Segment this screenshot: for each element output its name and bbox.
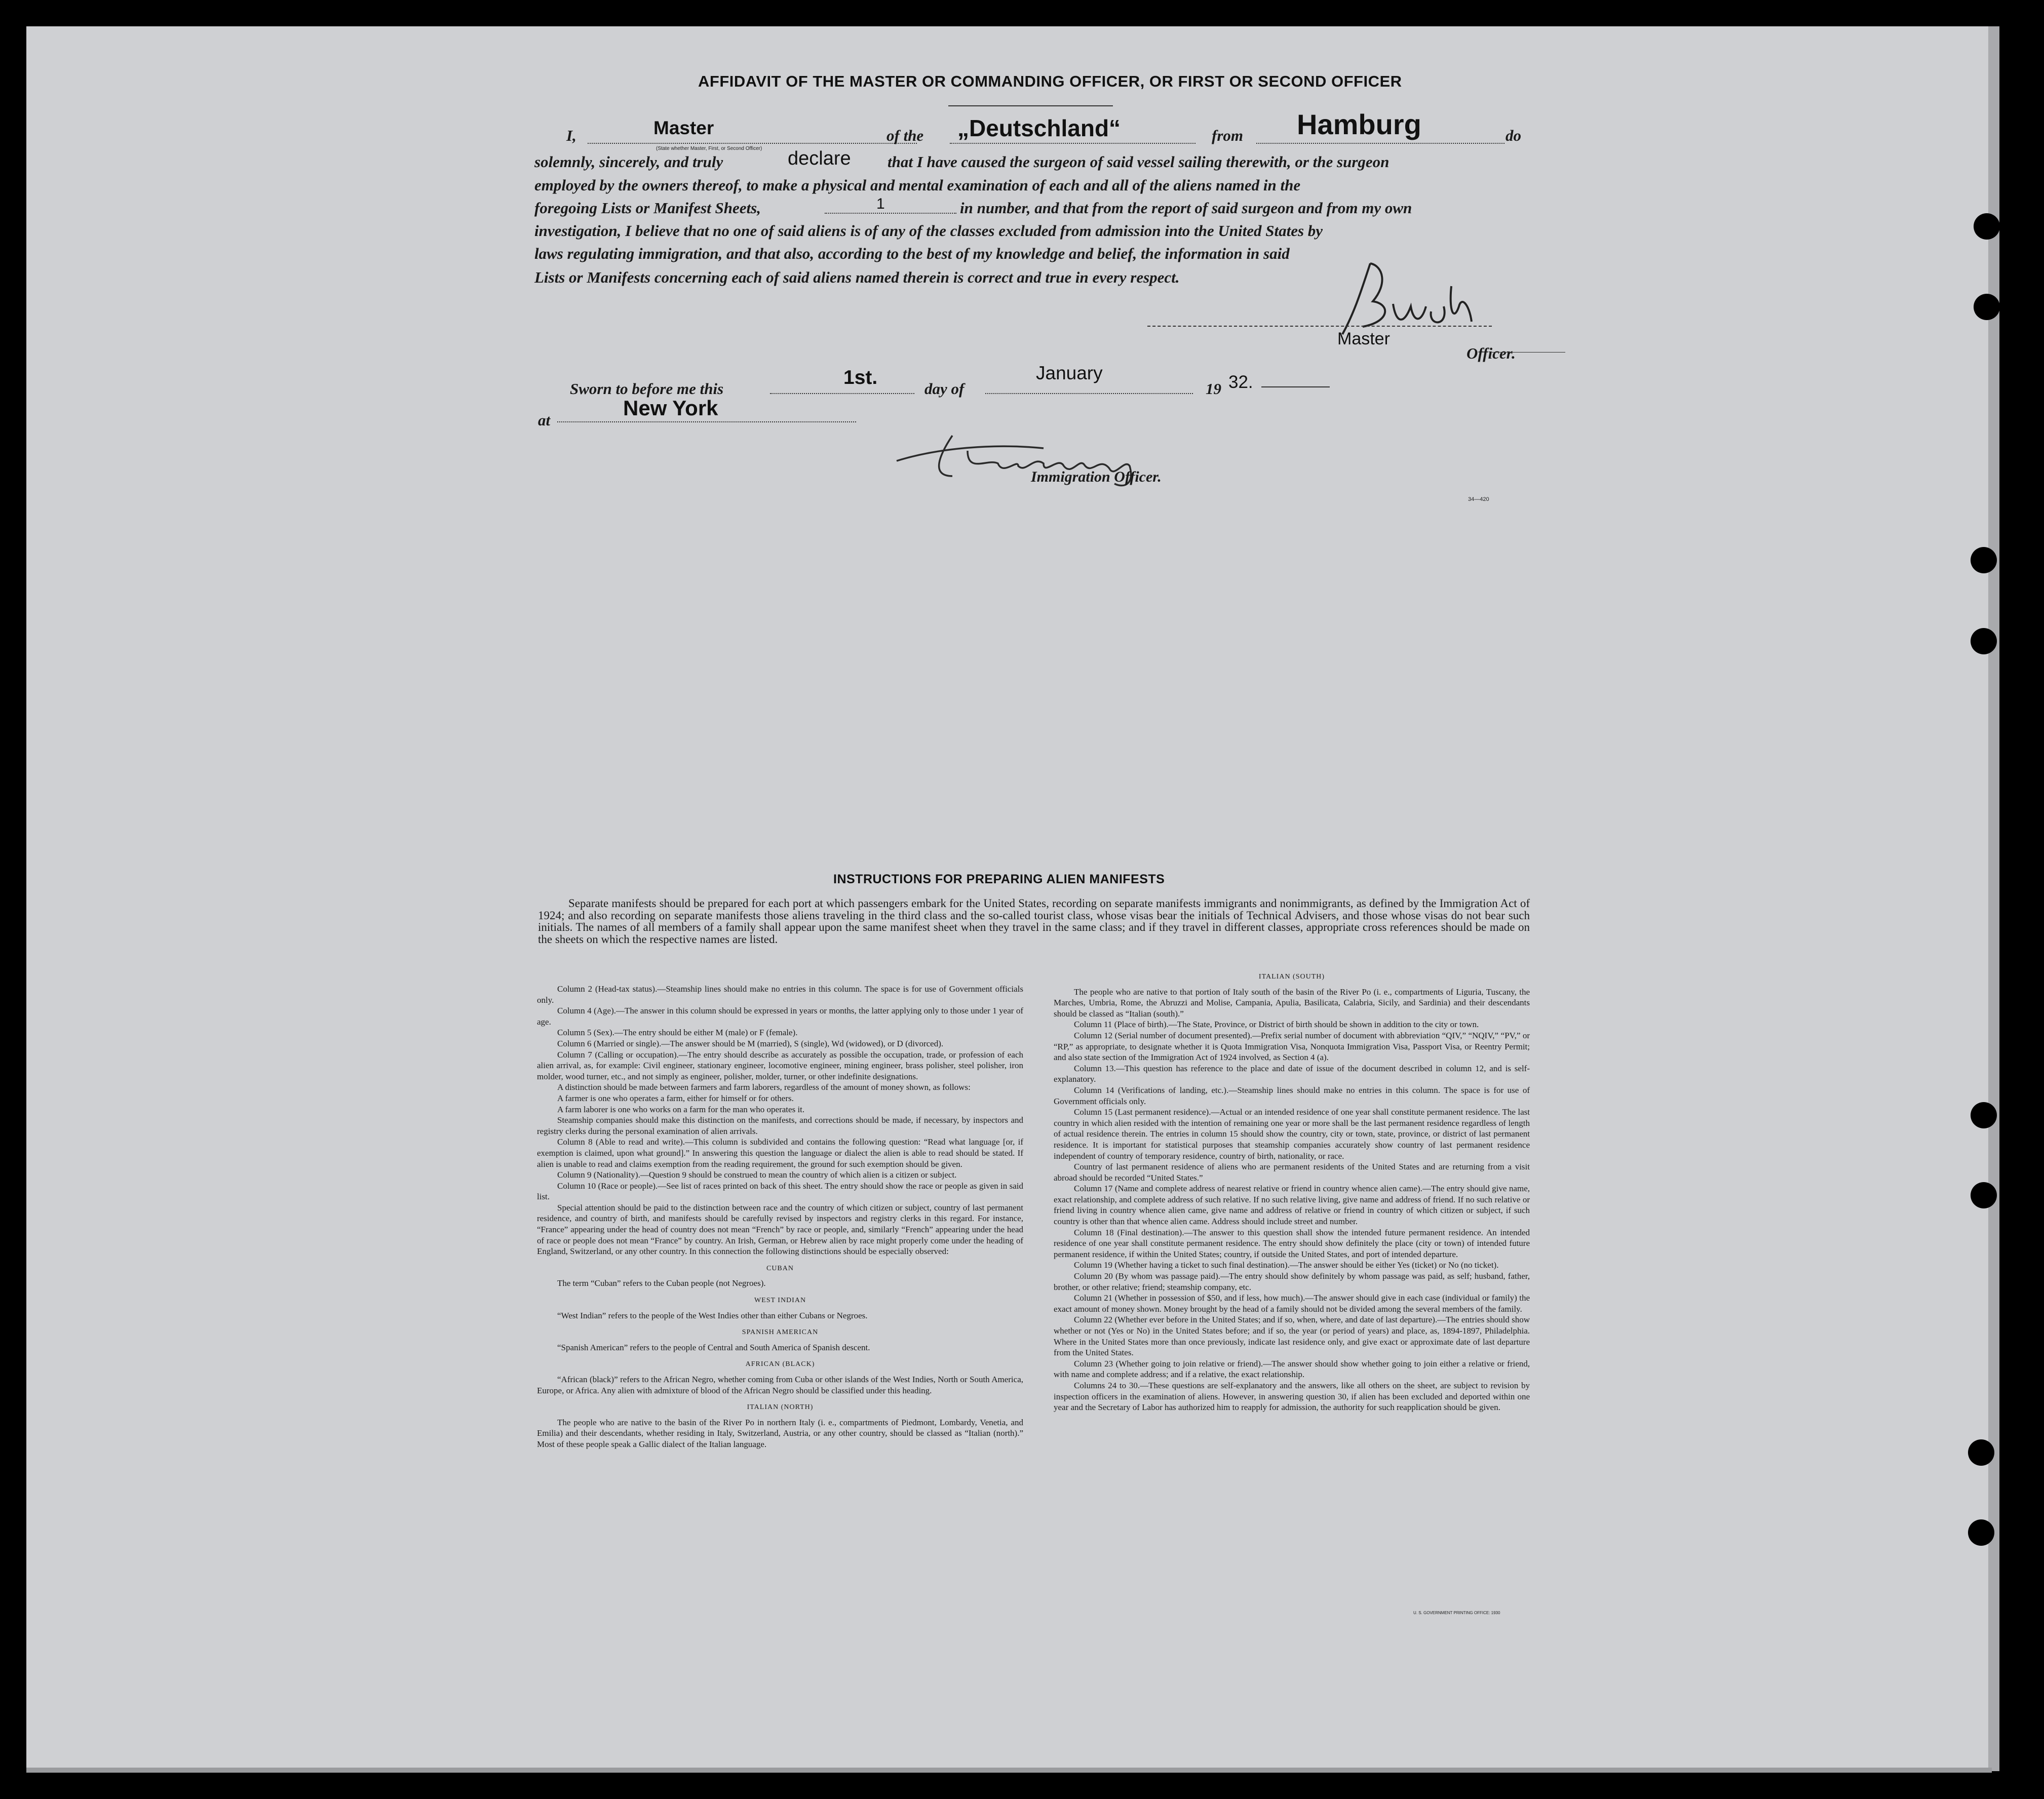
instruction-paragraph: Column 9 (Nationality).—Question 9 should be construed to mean the country of which alien is a citizen or subject.: [557, 1170, 957, 1180]
section-heading: SPANISH AMERICAN: [742, 1328, 819, 1337]
instruction-paragraph: The people who are native to that portion of Italy south of the basin of the River Po (i. e., compartments of Liguria, Tuscany, the Marches, Umbria, Rome, the Abruzzi and Molise, Campania, Apulia, Basilicata, Calabria, Sicily, and Sardinia) and their descendants should be classed as “Italian (south).”: [1054, 987, 1530, 1019]
instruction-paragraph: A farmer is one who operates a farm, either for himself or for others.: [557, 1093, 794, 1103]
year-field: 32.: [1228, 372, 1253, 392]
instruction-paragraph: The people who are native to the basin of the River Po in northern Italy (i. e., compartments of Piedmont, Lombardy, Venetia, and Emilia) and their descendants, whether residing in Italy, Switzerland, Austria, or any other country, should be classed as “Italian (north).” Most of these people speak a Gallic dialect of the Italian language.: [537, 1417, 1023, 1449]
year-rule: [1261, 386, 1330, 387]
count-field: 1: [876, 195, 885, 212]
form-number: 34—420: [1468, 496, 1489, 502]
instruction-paragraph: Column 20 (By whom was passage paid).—The entry should show definitely by whom passage was paid, as self; husband, father, brother, or other relative; friend; steamship company, etc.: [1054, 1271, 1530, 1292]
affidavit-text: employed by the owners thereof, to make a physical and mental examination of each and all of the aliens named in the: [534, 176, 1301, 194]
page-bottom-edge: [26, 1768, 1992, 1773]
instruction-paragraph: Column 5 (Sex).—The entry should be either M (male) or F (female).: [557, 1028, 798, 1038]
affidavit-text: solemnly, sincerely, and truly: [534, 153, 723, 171]
instruction-paragraph: Column 8 (Able to read and write).—This column is subdivided and contains the following question: “Read what language [or, if exemption is claimed, upon what ground].” In answering this question the language or dialect the alien is able to read should be stated. If alien is unable to read and claims exemption from the reading requirement, the ground for such exemption should be given.: [537, 1137, 1023, 1169]
affidavit-text: that I have caused the surgeon of said vessel sailing therewith, or the surgeon: [888, 153, 1390, 171]
affidavit-text: investigation, I believe that no one of said aliens is of any of the classes excluded from admission into the United States by: [534, 222, 1323, 240]
printing-office-note: U. S. GOVERNMENT PRINTING OFFICE: 1930: [1413, 1611, 1500, 1615]
instruction-paragraph: Columns 24 to 30.—These questions are self-explanatory and the answers, like all others on the sheet, are subject to revision by inspection officers in the examination of aliens. However, in answering question 30, if alien has been excluded and deported within one year and the Secretary of Labor has authorized him to reapply for admission, the authority for such reapplication should be given.: [1054, 1380, 1530, 1413]
instruction-paragraph: Column 11 (Place of birth).—The State, Province, or District of birth should be shown in addition to the city or town.: [1074, 1020, 1479, 1030]
of-the-label: of the: [886, 127, 924, 144]
punch-hole: [1968, 1439, 1994, 1466]
affidavit-title: AFFIDAVIT OF THE MASTER OR COMMANDING OFFICER, OR FIRST OR SECOND OFFICER: [698, 72, 1402, 90]
month-field-line: [985, 393, 1193, 394]
instructions-title: INSTRUCTIONS FOR PREPARING ALIEN MANIFESTS: [833, 872, 1165, 886]
instruction-paragraph: Column 2 (Head-tax status).—Steamship lines should make no entries in this column. The space is for use of Government officials only.: [537, 984, 1023, 1005]
section-heading: WEST INDIAN: [754, 1297, 806, 1305]
instruction-paragraph: Column 21 (Whether in possession of $50, and if less, how much).—The answer should give in each case (individual or family) the exact amount of money shown. Money brought by the head of a family should not be divided among the several members of the family.: [1054, 1293, 1530, 1314]
instruction-paragraph: Column 6 (Married or single).—The answer should be M (married), S (single), Wd (widowed), or D (divorced).: [557, 1038, 944, 1048]
port-field: Hamburg: [1297, 108, 1421, 140]
instruction-paragraph: Column 18 (Final destination).—The answer to this question shall show the intended future permanent residence. An intended residence of one year shall constitute permanent residence. The entry should show definitely the place (city or town) of intended future permanent residence, if within the United States; country, if outside the United States, and port of intended departure.: [1054, 1227, 1530, 1259]
instruction-paragraph: Special attention should be paid to the distinction between race and the country of which citizen or subject, country of last permanent residence, and country of birth, and manifests should be carefully revised by inspectors and registry clerks in this regard. For instance, “France” appearing under the head of country does not mean “French” by race or people, and, similarly “French” appearing under the head of race or people does not mean “France” by country. An Irish, German, or Hebrew alien by race might properly come under the heading of England, Switzerland, or any other country. In this connection the following distinctions should be especially observed:: [537, 1202, 1023, 1257]
instructions-right-column: [1054, 971, 1530, 1413]
intro-text: Separate manifests should be prepared for each port at which passengers embark for the United States, recording on separate manifests immigrants and nonimmigrants, as defined by the Immigration Act of 1924; and also recording on separate manifests those aliens traveling in the third class and the so-called tourist class, whose visas bear the initials of Technical Advisers, and those whose visas do not bear such initials. The names of all members of a family shall appear upon the same manifest sheet when they travel in the same class; and if they travel in different classes, appropriate cross references should be made on the sheets on which the respective names are listed.: [538, 897, 1530, 946]
vessel-field: „Deutschland“: [957, 115, 1121, 141]
vessel-field-line: [950, 143, 1195, 144]
section-heading: AFRICAN (BLACK): [745, 1360, 815, 1368]
instruction-paragraph: Column 10 (Race or people).—See list of races printed on back of this sheet. The entry should show the race or people as given in said list.: [537, 1181, 1023, 1202]
instruction-paragraph: Column 23 (Whether going to join relative or friend).—The answer should show whether going to join either a relative or friend, with name and complete address; and if a relative, the exact relationship.: [1054, 1358, 1530, 1380]
rank-field: Master: [653, 118, 714, 138]
punch-hole: [1974, 294, 2000, 320]
punch-hole: [1971, 628, 1997, 654]
month-field: January: [1036, 363, 1103, 383]
punch-hole: [1974, 213, 2000, 240]
signer-rank: Master: [1337, 329, 1390, 348]
page-edge: [1988, 26, 1999, 1771]
instruction-paragraph: A distinction should be made between farmers and farm laborers, regardless of the amount of money shown, as follows:: [557, 1082, 971, 1092]
affidavit-text: foregoing Lists or Manifest Sheets,: [534, 199, 761, 217]
place-field: New York: [623, 396, 718, 420]
section-heading: ITALIAN (NORTH): [747, 1403, 814, 1412]
instruction-paragraph: Column 17 (Name and complete address of nearest relative or friend in country whence alien came).—The entry should give name, exact relationship, and complete address of such relative. If no such relative living, give name and address of friend. If no such relative or friend living in country whence alien came, give name and address of relative or friend in country of which citizen or subject, if such country is other than that whence alien came. Address should include street and number.: [1054, 1184, 1530, 1227]
instruction-paragraph: Column 13.—This question has reference to the place and date of issue of the document described in column 12, and is self-explanatory.: [1054, 1063, 1530, 1084]
affidavit-text: Lists or Manifests concerning each of said aliens named therein is correct and true in every respect.: [534, 268, 1180, 286]
count-field-line: [825, 213, 956, 214]
year-prefix: 19: [1206, 380, 1221, 398]
instructions-intro: [538, 897, 1530, 945]
place-field-line: [557, 421, 856, 422]
affidavit-text: laws regulating immigration, and that also, according to the best of my knowledge and belief, the information in said: [534, 245, 1290, 262]
instruction-paragraph: Column 22 (Whether ever before in the United States; and if so, when, where, and date of last departure).—The entries should show whether or not (Yes or No) in the United States before; and if so, the year (or period of years) and place, as, 1894-1897, Philadelphia. Where in the United States more than once previously, indicate last residence only, and give exact or approximate date of last departure from the United States.: [1054, 1315, 1530, 1358]
instruction-paragraph: Column 19 (Whether having a ticket to such final destination).—The answer should be either Yes (ticket) or No (no ticket).: [1074, 1260, 1499, 1270]
port-field-line: [1256, 143, 1505, 144]
section-heading: CUBAN: [766, 1264, 794, 1272]
instruction-paragraph: “Spanish American” refers to the people of Central and South America of Spanish descent.: [557, 1342, 870, 1352]
instruction-paragraph: Steamship companies should make this distinction on the manifests, and corrections should be made, if necessary, by inspectors and registry clerks during the personal examination of alien arrivals.: [537, 1115, 1023, 1136]
instruction-paragraph: Column 12 (Serial number of document presented).—Prefix serial number of document with abbreviation “QIV,” “NQIV,” “PV,” or “RP,” as appropriate, to designate whether it is Quota Immigration Visa, Nonquota Immigration Visa, Passport Visa, or Reentry Permit; and also state section of the Immigration Act of 1924 involved, as Section 4 (a).: [1054, 1030, 1530, 1063]
instruction-paragraph: “West Indian” refers to the people of the West Indies other than either Cubans or Negroes.: [557, 1310, 868, 1320]
title-underline: [948, 105, 1113, 106]
declare-field: declare: [788, 148, 851, 169]
instruction-paragraph: Column 15 (Last permanent residence).—Actual or an intended residence of one year shall constitute permanent residence. The last country in which alien resided with the intention of remaining one year or more shall be the last permanent residence regardless of length of actual residence therein. The entries in column 15 should show the country, city or town, state, province, or district of last permanent residence. It is important for statistical purposes that steamship companies accurately show country of last permanent residence independent of country of temporary residence, country of birth, nationality, or race.: [1054, 1107, 1530, 1161]
instruction-paragraph: A farm laborer is one who works on a farm for the man who operates it.: [557, 1104, 805, 1114]
instruction-paragraph: Column 4 (Age).—The answer in this column should be expressed in years or months, the latter applying only to those under 1 year of age.: [537, 1006, 1023, 1027]
rank-field-line: [588, 143, 917, 144]
punch-hole: [1971, 1182, 1997, 1208]
section-heading: ITALIAN (SOUTH): [1258, 973, 1325, 981]
punch-hole: [1971, 547, 1997, 573]
day-field-line: [770, 393, 914, 394]
instructions-left-column: [537, 984, 1023, 1450]
rank-note: (State whether Master, First, or Second Officer): [656, 146, 762, 151]
punch-hole: [1968, 1519, 1994, 1546]
at-label: at: [538, 411, 551, 429]
instruction-paragraph: Column 14 (Verifications of landing, etc.).—Steamship lines should make no entries in this column. The space is for use of Government officials only.: [1054, 1085, 1530, 1106]
do-label: do: [1506, 127, 1521, 144]
affidavit-text: in number, and that from the report of said surgeon and from my own: [960, 199, 1412, 217]
affidavit-i: I,: [566, 127, 576, 144]
sworn-label: Sworn to before me this: [570, 380, 724, 398]
officer-rule: [1492, 352, 1565, 353]
day-field: 1st.: [843, 367, 878, 388]
instruction-paragraph: “African (black)” refers to the African Negro, whether coming from Cuba or other islands of the West Indies, North or South America, Europe, or Africa. Any alien with admixture of blood of the African Negro should be classified under this heading.: [537, 1375, 1023, 1395]
instruction-paragraph: Country of last permanent residence of aliens who are permanent residents of the United States and are returning from a visit abroad should be recorded “United States.”: [1054, 1162, 1530, 1183]
from-label: from: [1212, 127, 1243, 144]
officer-label: Officer.: [1467, 344, 1516, 362]
immigration-officer-label: Immigration Officer.: [1031, 468, 1162, 485]
signature-line: [1147, 326, 1492, 327]
day-of-label: day of: [924, 380, 965, 398]
punch-hole: [1971, 1102, 1997, 1128]
instruction-paragraph: The term “Cuban” refers to the Cuban people (not Negroes).: [557, 1278, 766, 1288]
instruction-paragraph: Column 7 (Calling or occupation).—The entry should describe as accurately as possible the occupation, trade, or profession of each alien arrival, as, for example: Civil engineer, stationary engineer, locomotive engineer, mining engineer, brass polisher, steel polisher, iron molder, wood turner, etc., and not simply as engineer, polisher, molder, turner, or other indefinite designations.: [537, 1049, 1023, 1081]
